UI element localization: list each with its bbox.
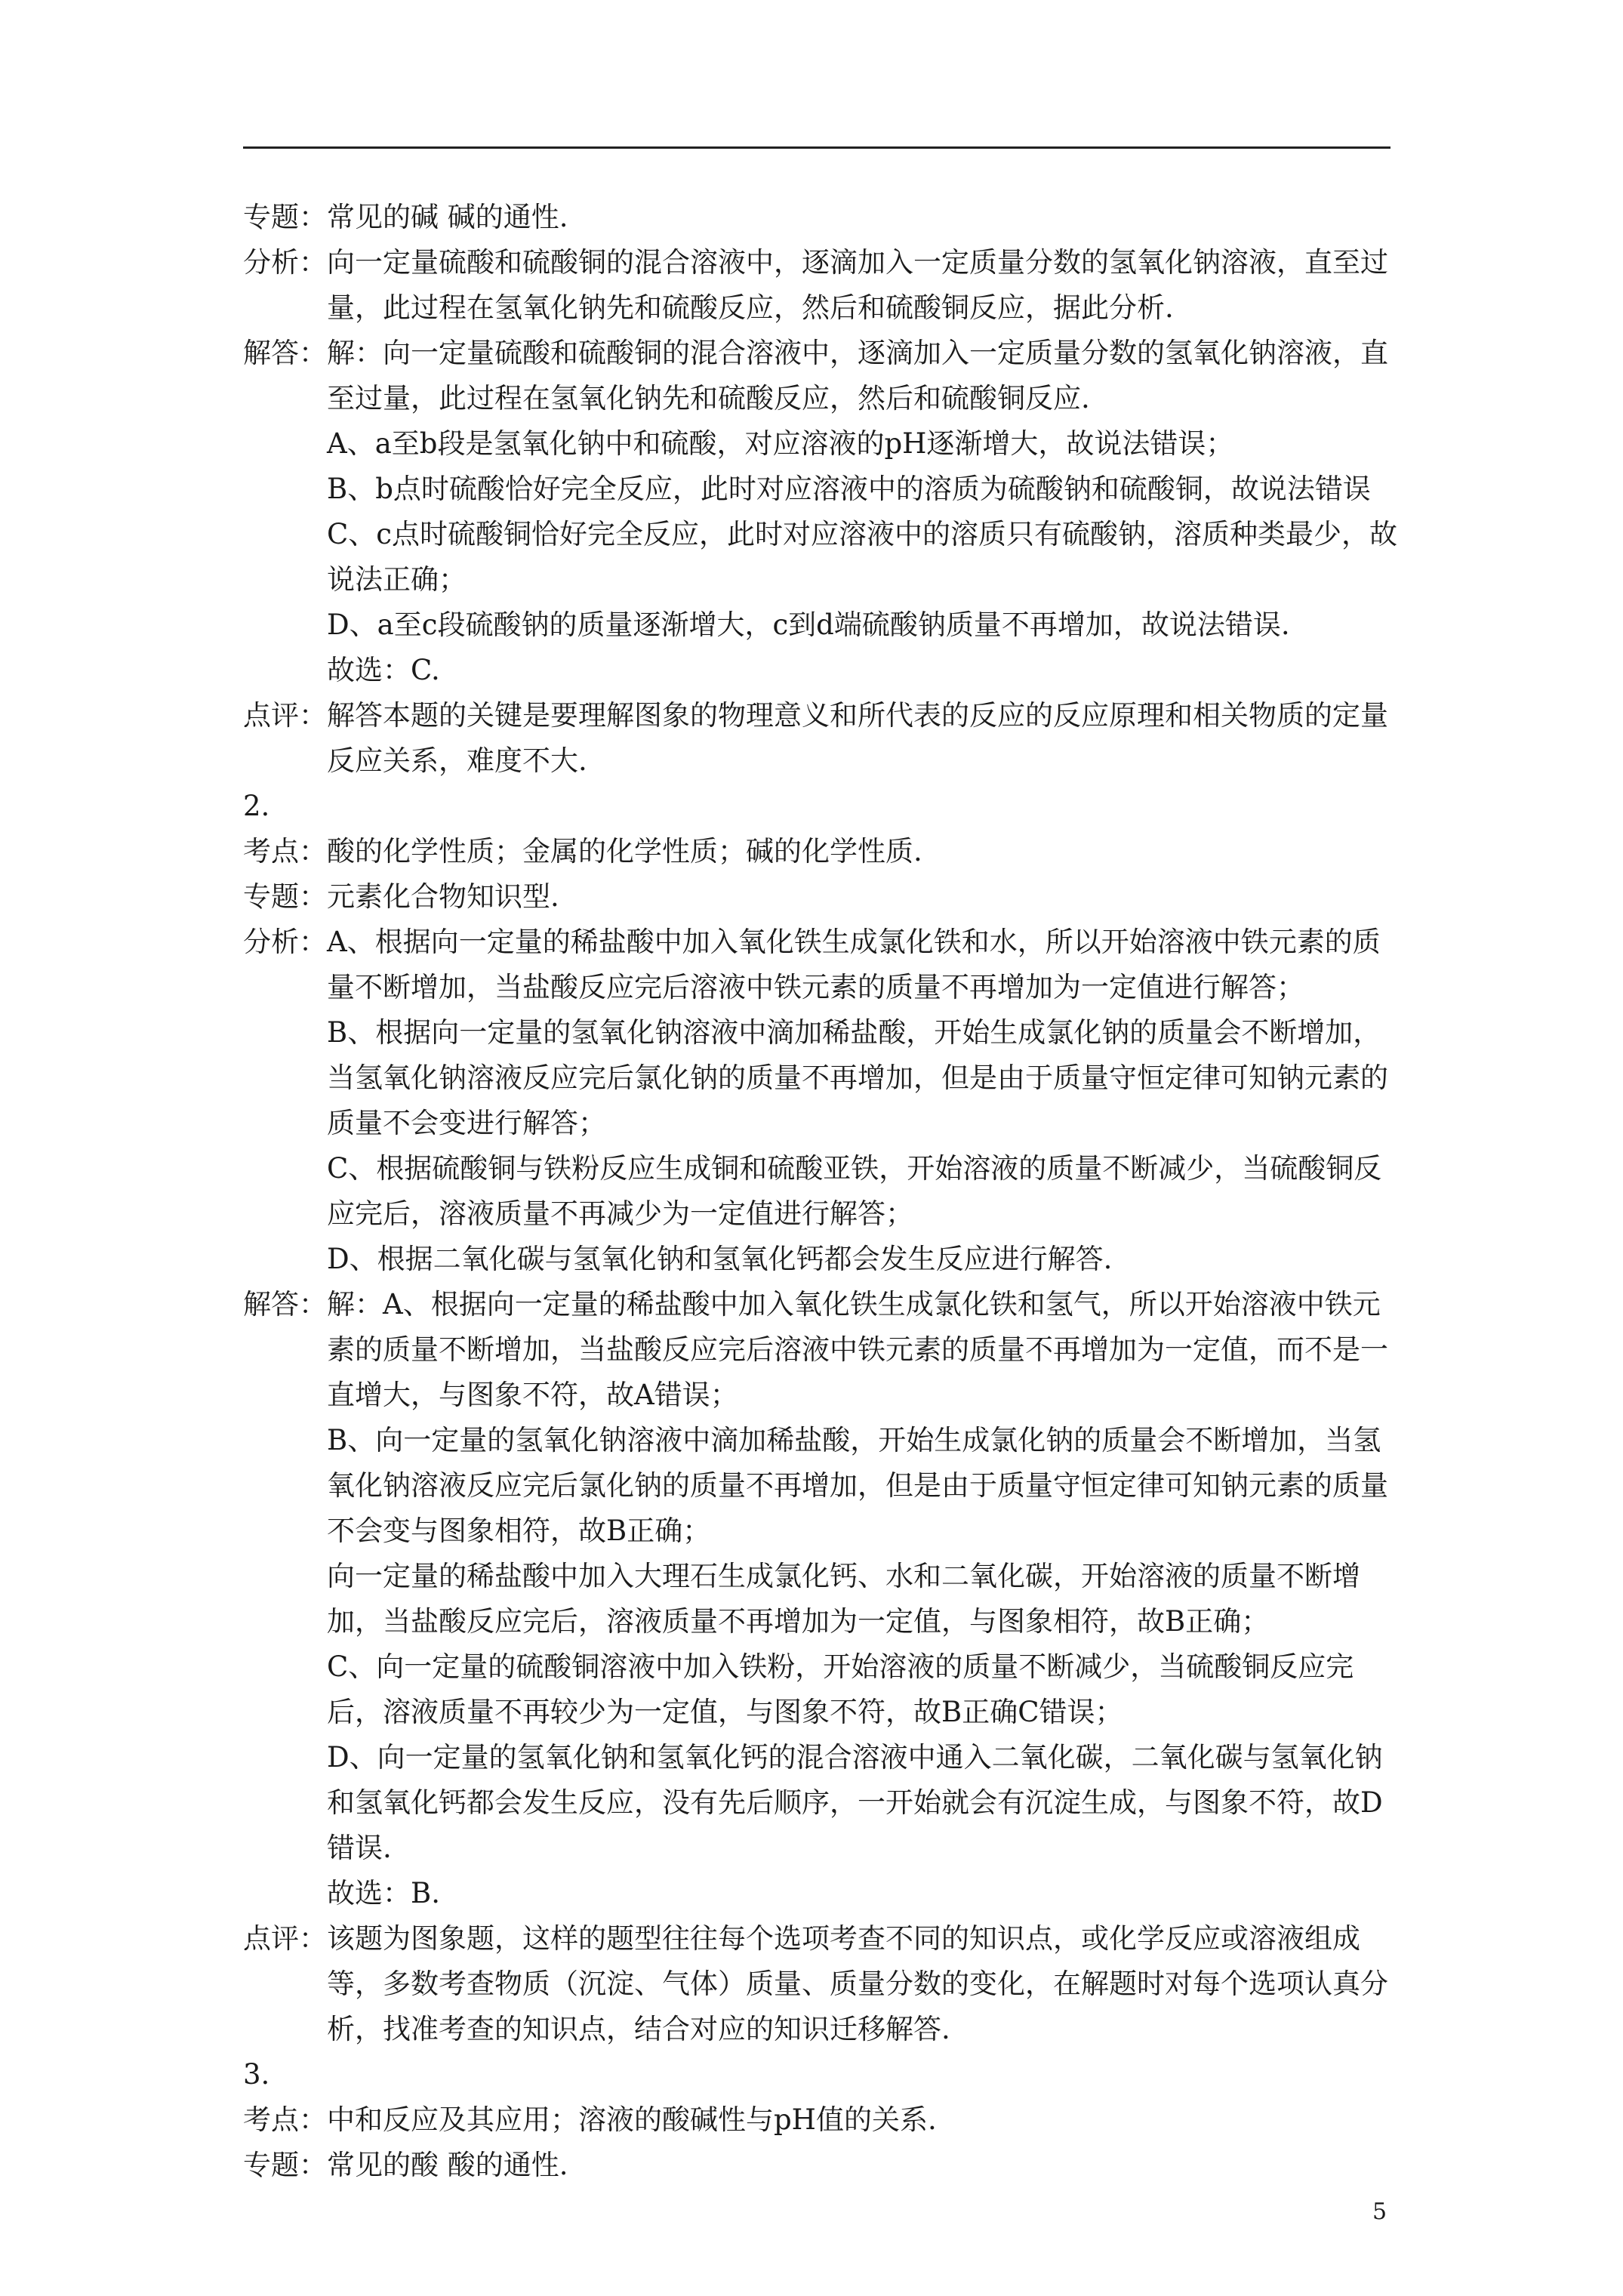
item-topic: 专题： 常见的碱 碱的通性. <box>243 201 568 233</box>
item-comment: 点评： 解答本题的关键是要理解图象的物理意义和所代表的反应的反应原理和相关物质的定量反应关系，难度不大. <box>243 699 1388 777</box>
question-number: 3. <box>243 2058 270 2091</box>
item-knowledge-point: 考点： 酸的化学性质；金属的化学性质；碱的化学性质. <box>243 835 922 868</box>
item-analysis: 分析： A、根据向一定量的稀盐酸中加入氧化铁生成氯化铁和水，所以开始溶液中铁元素的质量不断增加，当盐酸反应完后溶液中铁元素的质量不再增加为一定值进行解答； B、根据向一定量的氢氧化钠溶液中滴加稀盐酸，开始生成氯化钠的质量会不断增加，当氢氧化钠溶液反应完后氯化钠的质量不再增加，但是由于质量守恒定律可知钠元素的质量不会变进行解答； C、根据硫酸铜与铁粉反应生成铜和硫酸亚铁，开始溶液的质量不断减少，当硫酸铜反应完后，溶液质量不再减少为一定值进行解答； D、根据二氧化碳与氢氧化钠和氢氧化钙都会发生反应进行解答. <box>243 926 1388 1275</box>
item-topic: 专题： 元素化合物知识型. <box>243 880 559 913</box>
item-answer: 解答： 解：向一定量硫酸和硫酸铜的混合溶液中，逐滴加入一定质量分数的氢氧化钠溶液，直至过量，此过程在氢氧化钠先和硫酸反应，然后和硫酸铜反应. A、a至b段是氢氧化钠中和硫酸，对应溶液的pH逐渐增大，故说法错误； B、b点时硫酸恰好完全反应，此时对应溶液中的溶质为硫酸钠和硫酸铜，故说法错误 C、c点时硫酸铜恰好完全反应，此时对应溶液中的溶质只有硫酸钠，溶质种类最少，故说法正确； D、a至c段硫酸钠的质量逐渐增大，c到d端硫酸钠质量不再增加，故说法错误. 故选：C. <box>243 337 1398 686</box>
question-number: 2. <box>243 790 270 822</box>
item-analysis: 分析： 向一定量硫酸和硫酸铜的混合溶液中，逐滴加入一定质量分数的氢氧化钠溶液，直至过量，此过程在氢氧化钠先和硫酸反应，然后和硫酸铜反应，据此分析. <box>243 246 1388 324</box>
header-rule <box>243 146 1390 149</box>
page-number: 5 <box>1372 2199 1387 2225</box>
document-body <box>243 195 1398 2188</box>
item-topic: 专题： 常见的酸 酸的通性. <box>243 2149 568 2181</box>
item-comment: 点评： 该题为图象题，这样的题型往往每个选项考查不同的知识点，或化学反应或溶液组成等，多数考查物质（沉淀、气体）质量、质量分数的变化，在解题时对每个选项认真分析，找准考查的知识点，结合对应的知识迁移解答. <box>243 1922 1388 2045</box>
item-answer: 解答： 解：A、根据向一定量的稀盐酸中加入氧化铁生成氯化铁和氢气，所以开始溶液中铁元素的质量不断增加，当盐酸反应完后溶液中铁元素的质量不再增加为一定值，而不是一直增大，与图象不符，故A错误； B、向一定量的氢氧化钠溶液中滴加稀盐酸，开始生成氯化钠的质量会不断增加，当氢氧化钠溶液反应完后氯化钠的质量不再增加，但是由于质量守恒定律可知钠元素的质量不会变与图象相符，故B正确； 向一定量的稀盐酸中加入大理石生成氯化钙、水和二氧化碳，开始溶液的质量不断增加，当盐酸反应完后，溶液质量不再增加为一定值，与图象相符，故B正确； C、向一定量的硫酸铜溶液中加入铁粉，开始溶液的质量不断减少，当硫酸铜反应完后，溶液质量不再较少为一定值，与图象不符，故B正确C错误； D、向一定量的氢氧化钠和氢氧化钙的混合溶液中通入二氧化碳，二氧化碳与氢氧化钠和氢氧化钙都会发生反应，没有先后顺序，一开始就会有沉淀生成，与图象不符，故D错误. 故选：B. <box>243 1288 1388 1909</box>
item-knowledge-point: 考点： 中和反应及其应用；溶液的酸碱性与pH值的关系. <box>243 2103 937 2136</box>
